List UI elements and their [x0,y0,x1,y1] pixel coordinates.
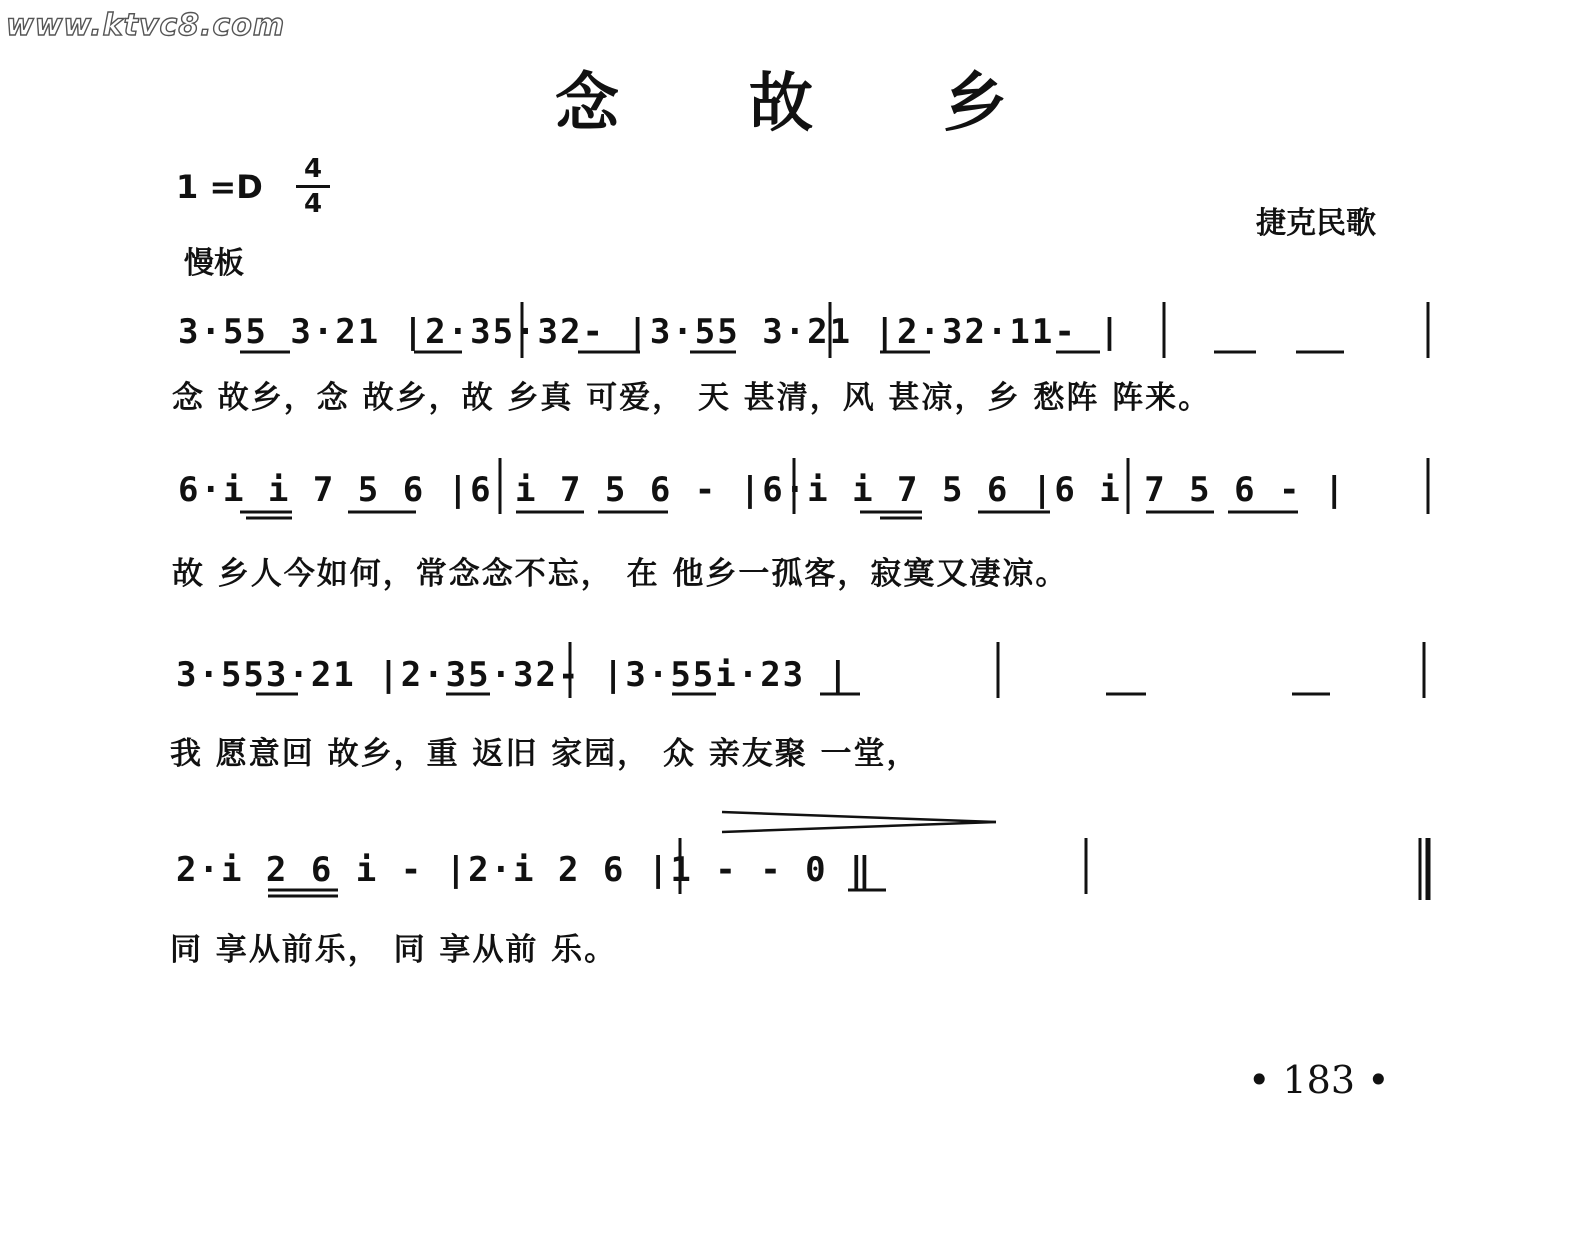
time-signature-denominator: 4 [303,189,323,219]
key-signature: 1 =D [176,168,263,206]
time-signature-numerator: 4 [303,154,323,184]
composer-credit: 捷克民歌 [1256,206,1376,241]
notation-row-1: 3·55 3·21 |2·35·32- |3·55 3·21 |2·32·11- | [178,312,1122,352]
lyrics-row-1: 念 故乡，念 故乡，故 乡真 可爱， 天 甚清，风 甚凉，乡 愁阵 阵来。 [172,380,1212,416]
barlines [500,302,1428,900]
page-number: • 183 • [1248,1058,1390,1102]
notation-row-3: 3·553·21 |2·35·32- |3·55i·23 | [176,655,851,695]
tempo-marking: 慢板 [184,246,244,281]
notation-row-2: 6·i i 7 5 6 |6 i 7 5 6 - |6·i i 7 5 6 |6 i 7 5 6 - | [178,470,1347,510]
watermark: www.ktvc8.com [6,8,286,43]
lyrics-row-4: 同 享从前乐， 同 享从前 乐。 [170,932,618,968]
decrescendo-hairpin [722,812,996,832]
lyrics-row-3: 我 愿意回 故乡，重 返旧 家园， 众 亲友聚 一堂， [170,736,920,772]
notation-row-4: 2·i 2 6 i - |2·i 2 6 |1 - - 0 ‖ [176,850,873,890]
lyrics-row-2: 故 乡人今如何，常念念不忘， 在 他乡一孤客，寂寞又凄凉。 [172,556,1069,592]
song-title: 念故乡 [555,67,1137,141]
